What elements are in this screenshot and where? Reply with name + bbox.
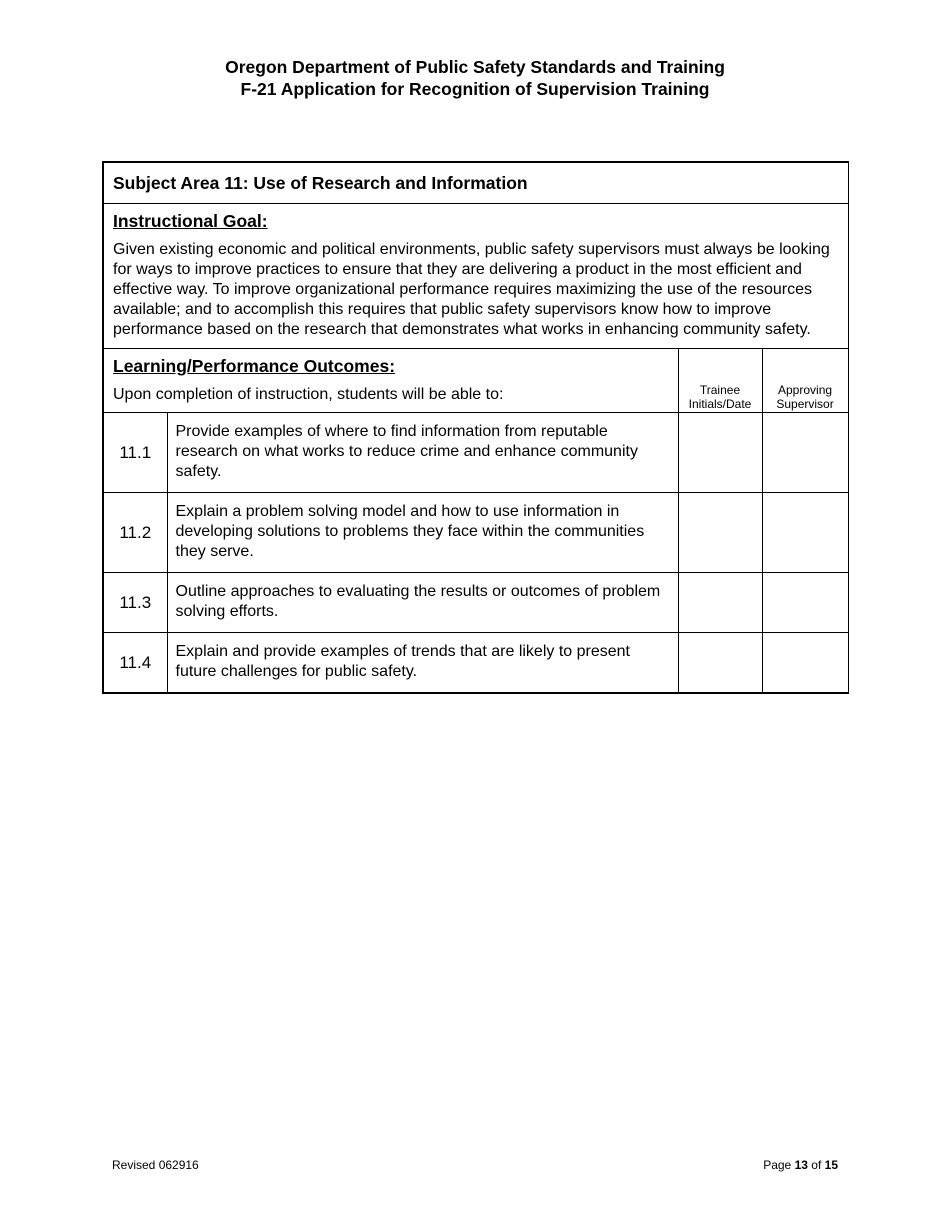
outcome-number: 11.2 [103,493,167,573]
page-number: Page 13 of 15 [763,1158,838,1172]
trainee-initials-field[interactable] [678,493,762,573]
instructional-goal-text: Given existing economic and political environments, public safety supervisors must always be looking for ways to improve practices to ensure that they are delivering a product in the most efficient and effective way. To improve organizational performance requires maximizing the use of the resources available; and to accomplish this requires that public safety supervisors know how to improve performance based on the research that demonstrates what works in enhancing community safety. [113,241,830,338]
trainee-initials-field[interactable] [678,573,762,633]
outcome-text: Provide examples of where to find information from reputable research on what works to reduce crime and enhance community safety. [167,413,678,493]
outcome-number: 11.3 [103,573,167,633]
subject-area-title: Subject Area 11: Use of Research and Information [103,162,848,204]
outcome-row [103,573,848,633]
outcome-row [103,493,848,573]
outcome-number: 11.4 [103,633,167,694]
outcome-number: 11.1 [103,413,167,493]
instructional-goal-section [103,204,848,349]
trainee-column-header: Trainee Initials/Date [678,349,762,413]
approving-supervisor-column-header: Approving Supervisor [762,349,848,413]
trainee-initials-field[interactable] [678,413,762,493]
outcome-text: Outline approaches to evaluating the results or outcomes of problem solving efforts. [167,573,678,633]
header-form-title: F-21 Application for Recognition of Supervision Training [240,79,710,99]
subject-area-table [102,161,849,694]
outcome-row [103,413,848,493]
document-header [0,56,950,100]
approving-supervisor-field[interactable] [762,413,848,493]
outcome-text: Explain and provide examples of trends that are likely to present future challenges for public safety. [167,633,678,694]
outcome-row [103,633,848,694]
outcome-text: Explain a problem solving model and how to use information in developing solutions to problems they face within the communities they serve. [167,493,678,573]
outcomes-intro: Upon completion of instruction, students will be able to: [113,386,504,403]
outcomes-header [103,349,678,413]
header-agency-title: Oregon Department of Public Safety Standards and Training [225,57,725,77]
approving-supervisor-field[interactable] [762,493,848,573]
revision-label: Revised 062916 [112,1158,199,1172]
instructional-goal-heading: Instructional Goal: [113,211,268,231]
approving-supervisor-field[interactable] [762,633,848,694]
outcomes-heading: Learning/Performance Outcomes: [113,356,396,376]
approving-supervisor-field[interactable] [762,573,848,633]
trainee-initials-field[interactable] [678,633,762,694]
